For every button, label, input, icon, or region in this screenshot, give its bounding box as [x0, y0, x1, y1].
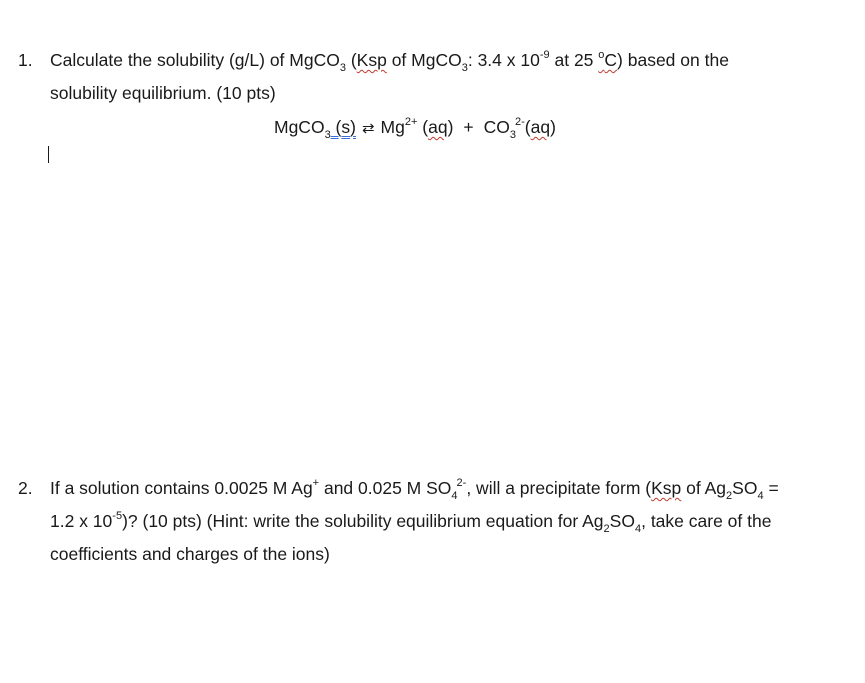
q2-sub-d: 2: [726, 489, 733, 502]
q2-l2-text-d: , take care of the: [641, 511, 772, 531]
eq-co: CO: [483, 117, 510, 137]
question-1-number: 1.: [18, 50, 33, 70]
q1-degree: o: [598, 49, 605, 62]
eq-reactant-sub: 3: [324, 128, 331, 141]
text-cursor[interactable]: [48, 146, 49, 163]
q1-unit: C: [604, 50, 618, 70]
q2-l2-sup-a: -5: [112, 510, 123, 523]
eq-state1: s: [341, 117, 351, 137]
q1-ksp: Ksp: [356, 50, 387, 70]
q2-text-c: , will a precipitate form (: [466, 478, 652, 498]
question-2-line-2: [50, 509, 771, 533]
eq-mg: Mg: [380, 117, 405, 137]
q1-text-e: at 25: [549, 50, 599, 70]
equilibrium-arrow-icon: ⇄: [361, 120, 375, 137]
question-1-equation: [274, 115, 556, 141]
q2-l2-text-c: SO: [609, 511, 635, 531]
question-2-line-1: [50, 476, 779, 500]
question-1-line-1: [50, 48, 729, 72]
eq-plus: +: [463, 117, 474, 137]
q2-text-a: If a solution contains 0.0025 M Ag: [50, 478, 313, 498]
q2-sub-b: 4: [451, 489, 458, 502]
eq-reactant: MgCO: [274, 117, 325, 137]
q1-text-c: of MgCO: [386, 50, 462, 70]
question-2-number: 2.: [18, 478, 33, 498]
eq-mg-sup: 2+: [404, 116, 418, 129]
question-2-line-3: coefficients and charges of the ions): [50, 544, 330, 564]
q2-text-f: =: [763, 478, 779, 498]
q2-l2-text-b: )? (10 pts) (Hint: write the solubility equilibrium equation for Ag: [122, 511, 604, 531]
q2-l2-sub-c: 4: [634, 522, 642, 535]
q2-ksp: Ksp: [651, 478, 682, 498]
q2-text-e: SO: [732, 478, 758, 498]
q2-text-d: of Ag: [681, 478, 727, 498]
q1-text-f: ) based on the: [617, 50, 729, 70]
q2-sub-e: 4: [757, 489, 764, 502]
q1-sup-d: -9: [539, 49, 550, 62]
q2-text-b: and 0.025 M SO: [319, 478, 452, 498]
eq-state3-open: (: [524, 117, 531, 137]
q1-sub-a: 3: [339, 61, 346, 74]
eq-state2-close: ): [447, 117, 454, 137]
q1-temp-unit: [598, 50, 617, 70]
q1-text-b: (: [345, 50, 357, 70]
q2-sup-a: +: [312, 477, 320, 490]
q1-sub-c: 3: [461, 61, 468, 74]
q2-sup-b: 2-: [456, 477, 467, 490]
eq-co-sub: 3: [509, 128, 517, 141]
eq-state1-close: ): [350, 117, 356, 137]
q1-text-d: : 3.4 x 10: [467, 50, 540, 70]
eq-state3: aq: [530, 117, 551, 137]
question-1-line-2: solubility equilibrium. (10 pts): [50, 83, 276, 103]
eq-state3-close: ): [550, 117, 556, 137]
q1-text-a: Calculate the solubility (g/L) of MgCO: [50, 50, 340, 70]
eq-co-sup: 2-: [515, 116, 525, 129]
eq-state2: aq: [428, 117, 448, 137]
eq-state1-open: (: [330, 117, 342, 137]
eq-state2-open: (: [417, 117, 429, 137]
q2-l2-sub-b: 2: [603, 522, 610, 535]
eq-state-solid: [331, 117, 356, 137]
q2-l2-text-a: 1.2 x 10: [50, 511, 113, 531]
